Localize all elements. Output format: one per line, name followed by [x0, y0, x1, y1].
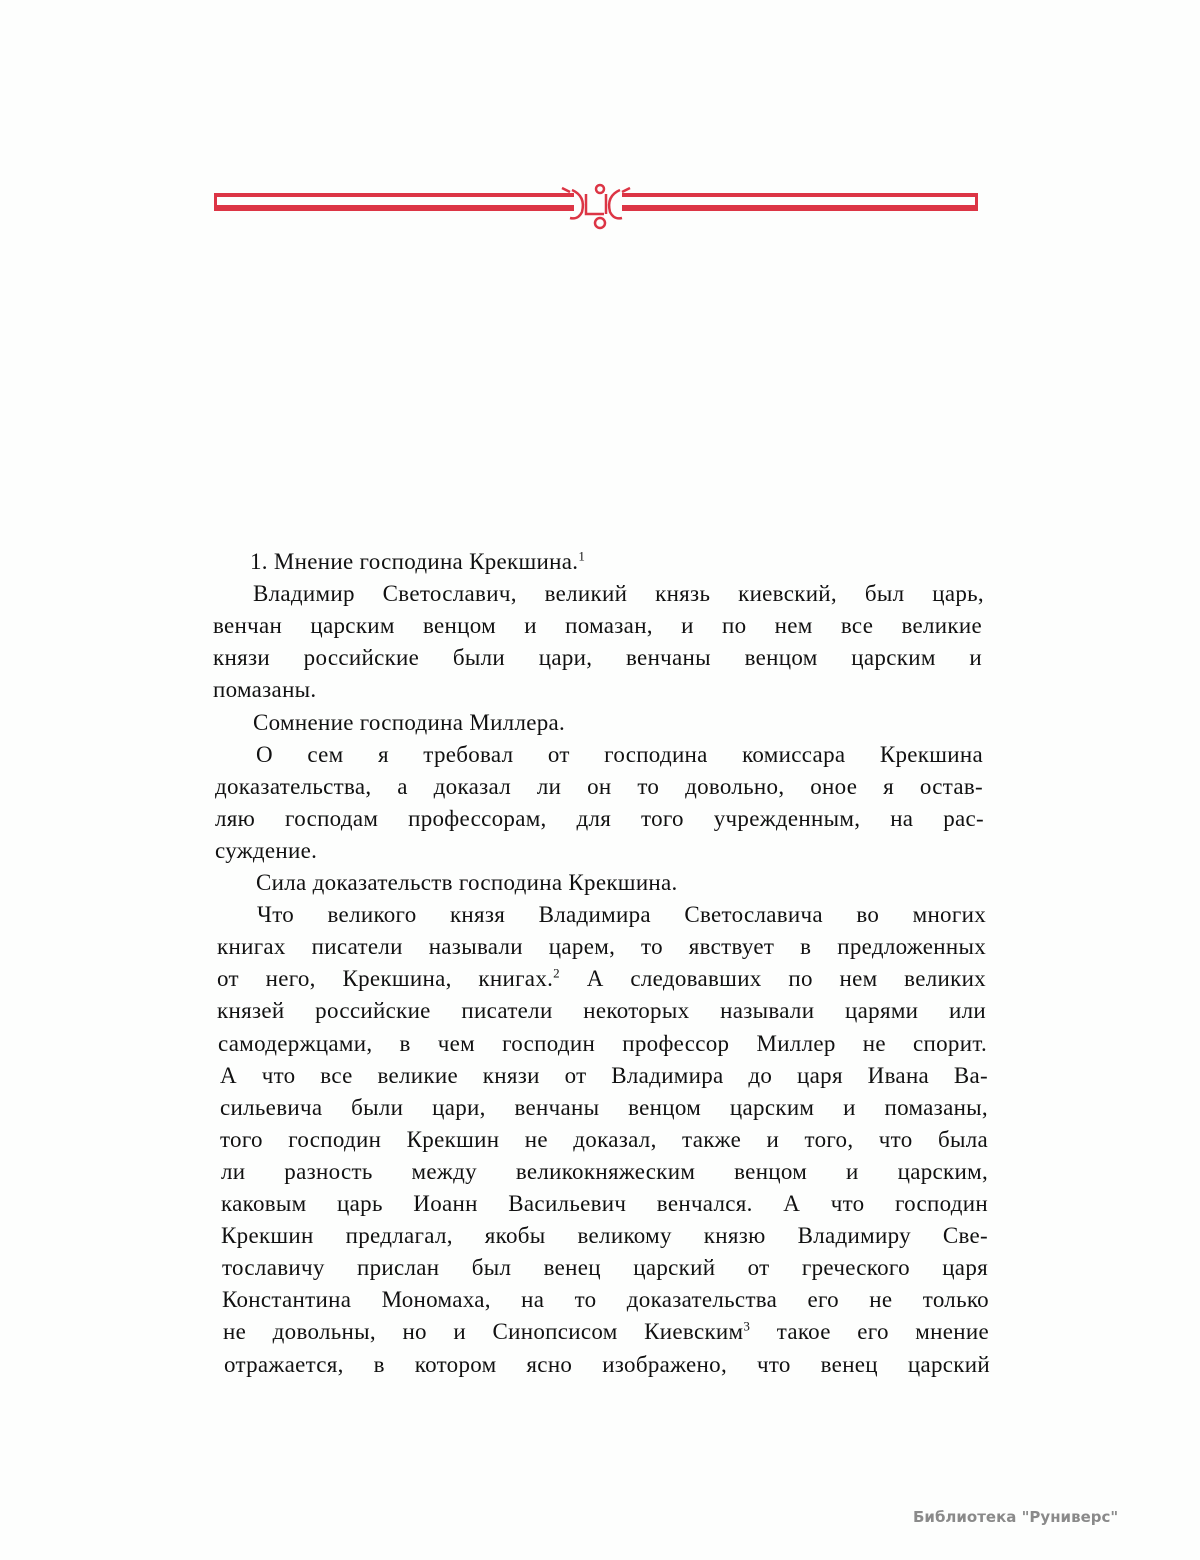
footnote-marker: 3 [743, 1318, 751, 1334]
text-run: сильевича были цари, венчаны венцом царским и помазаны, [220, 1094, 988, 1120]
footnote-marker: 2 [553, 965, 560, 981]
text-line [253, 708, 565, 738]
text-run: такое его мнение [750, 1319, 989, 1345]
text-line [224, 1350, 990, 1380]
text-run: Владимир Светославич, великий князь киевский, был царь, [253, 581, 984, 607]
text-line [213, 675, 316, 705]
text-line [218, 1029, 987, 1059]
text-line [213, 611, 982, 641]
red-ornamental-rule [214, 180, 978, 232]
text-run: Сомнение господина Миллера. [253, 709, 566, 735]
text-line [223, 1317, 989, 1347]
text-line [217, 996, 986, 1026]
text-run: 1. Мнение господина Крекшина. [250, 549, 579, 574]
text-line [213, 643, 982, 673]
text-run: тославичу прислан был венец царский от греческого царя [222, 1255, 988, 1281]
text-run: помазаны. [213, 677, 317, 703]
text-run: Сила доказательств господина Крекшина. [256, 870, 678, 895]
text-line [222, 1253, 988, 1283]
text-run: Что великого князя Владимира Светославича во многих [257, 902, 986, 928]
text-run: А следовавших по нем великих [559, 966, 986, 992]
text-run: книгах писатели называли царем, то явствует в предложенных [217, 934, 986, 960]
text-line [217, 932, 986, 962]
text-line [215, 836, 317, 866]
text-run: А что все великие князи от Владимира до царя Ивана Ва- [220, 1062, 988, 1088]
text-line [221, 1189, 988, 1219]
text-line [257, 900, 986, 930]
text-run: венчан царским венцом и помазан, и по нем все великие [213, 613, 982, 639]
footnote-marker: 1 [578, 548, 586, 564]
text-line [221, 1157, 988, 1187]
text-run: доказательства, а доказал ли он то довольно, оное я остав- [215, 773, 983, 799]
text-run: ли разность между великокняжеским венцом и царским, [221, 1158, 988, 1184]
text-run: О сем я требовал от господина комиссара Крекшина [256, 741, 983, 767]
text-run: ляю господам профессорам, для того учрежденным, на рас- [215, 805, 984, 831]
text-line [256, 868, 678, 898]
text-line [215, 772, 983, 802]
text-run: самодержцами, в чем господин профессор Миллер не спорит. [218, 1030, 987, 1056]
library-watermark: Библиотека "Руниверс" [913, 1508, 1119, 1526]
text-run: Константина Мономаха, на то доказательства его не только [222, 1287, 989, 1313]
text-line [220, 1125, 988, 1155]
text-run: князей российские писатели некоторых называли царями или [217, 998, 986, 1024]
text-run: отражается, в котором ясно изображено, что венец царский [224, 1351, 990, 1377]
text-line [217, 964, 986, 994]
text-line [220, 1061, 988, 1091]
text-line [220, 1093, 988, 1123]
text-line [222, 1285, 989, 1315]
text-line [250, 547, 585, 577]
text-line [253, 579, 984, 609]
text-run: князи российские были цари, венчаны венцом царским и [213, 645, 982, 671]
text-run: от него, Крекшина, книгах. [217, 966, 554, 992]
text-run: каковым царь Иоанн Васильевич венчался. А что господин [221, 1191, 988, 1216]
text-line [256, 740, 983, 770]
text-line [215, 804, 984, 834]
text-run: не довольны, но и Синопсисом Киевским [223, 1319, 744, 1345]
text-run: суждение. [215, 837, 318, 863]
text-line [221, 1221, 988, 1251]
text-run: того господин Крекшин не доказал, также и того, что была [220, 1126, 988, 1152]
text-run: Крекшин предлагал, якобы великому князю Владимиру Све- [221, 1223, 988, 1249]
